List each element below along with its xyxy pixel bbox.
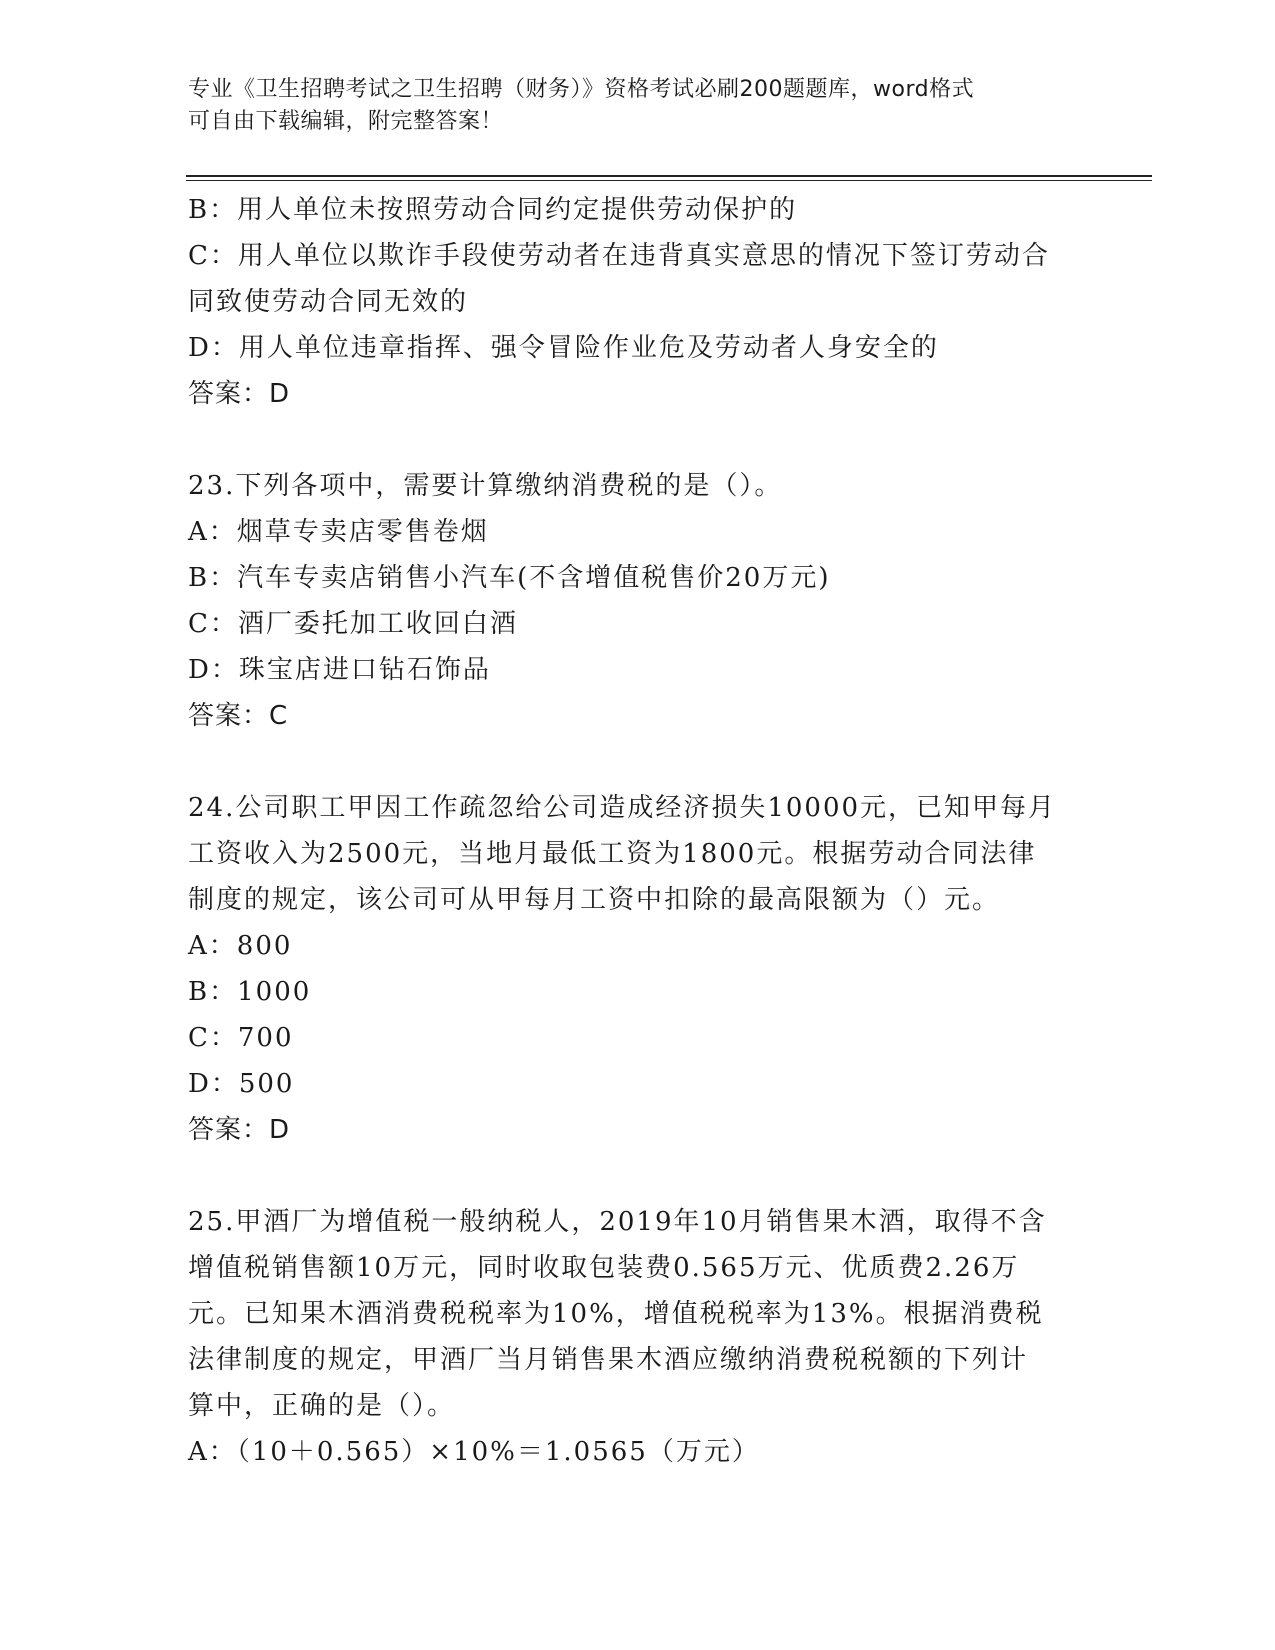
question-stem-line-2: 工资收入为2500元，当地月最低工资为1800元。根据劳动合同法律 [188,839,1037,869]
question-stem-line-3: 元。已知果木酒消费税税率为10%，增值税税率为13%。根据消费税 [188,1299,1044,1329]
question-stem-line-2: 增值税销售额10万元，同时收取包装费0.565万元、优质费2.26万 [188,1253,1020,1283]
spacer [188,417,1078,463]
header-line-2: 可自由下载编辑，附完整答案！ [188,109,504,134]
header-rule-thick [186,175,1152,177]
question-stem-line-5: 算中，正确的是（）。 [188,1391,456,1421]
question-stem: 23.下列各项中，需要计算缴纳消费税的是（）。 [188,471,783,501]
document-header [188,74,1088,138]
option-c: C：酒厂委托加工收回白酒 [188,609,518,639]
option-a: A：800 [188,931,293,961]
spacer [188,739,1078,785]
option-d: D：珠宝店进口钻石饰品 [188,655,491,685]
option-d: D：500 [188,1069,295,1099]
header-line-1: 专业《卫生招聘考试之卫生招聘（财务）》资格考试必刷200题题库，word格式 [188,77,975,102]
header-rule-thin [186,180,1152,181]
question-24 [188,785,1078,1153]
option-c-continued: 同致使劳动合同无效的 [188,287,469,317]
option-b: B：用人单位未按照劳动合同约定提供劳动保护的 [188,195,798,225]
spacer [188,1153,1078,1199]
option-c: C：用人单位以欺诈手段使劳动者在违背真实意思的情况下签订劳动合 [188,241,1050,271]
answer: 答案：D [188,379,291,409]
option-d: D：用人单位违章指挥、强令冒险作业危及劳动者人身安全的 [188,333,939,363]
question-stem-line-1: 24.公司职工甲因工作疏忽给公司造成经济损失10000元，已知甲每月 [188,793,1057,823]
option-b: B：汽车专卖店销售小汽车(不含增值税售价20万元) [188,563,831,593]
question-stem-line-1: 25.甲酒厂为增值税一般纳税人，2019年10月销售果木酒，取得不含 [188,1207,1047,1237]
question-stem-line-4: 法律制度的规定，甲酒厂当月销售果木酒应缴纳消费税税额的下列计 [188,1345,1029,1375]
answer: 答案：D [188,1115,291,1145]
question-22-continued [188,187,1078,417]
answer: 答案：C [188,701,289,731]
option-a: A：烟草专卖店零售卷烟 [188,517,489,547]
question-stem-line-3: 制度的规定，该公司可从甲每月工资中扣除的最高限额为（）元。 [188,885,1001,915]
option-b: B：1000 [188,977,312,1007]
option-c: C：700 [188,1023,294,1053]
question-23 [188,463,1078,739]
option-a: A：（10＋0.565）×10%＝1.0565（万元） [188,1437,760,1467]
question-25 [188,1199,1078,1475]
document-body [188,187,1078,1475]
